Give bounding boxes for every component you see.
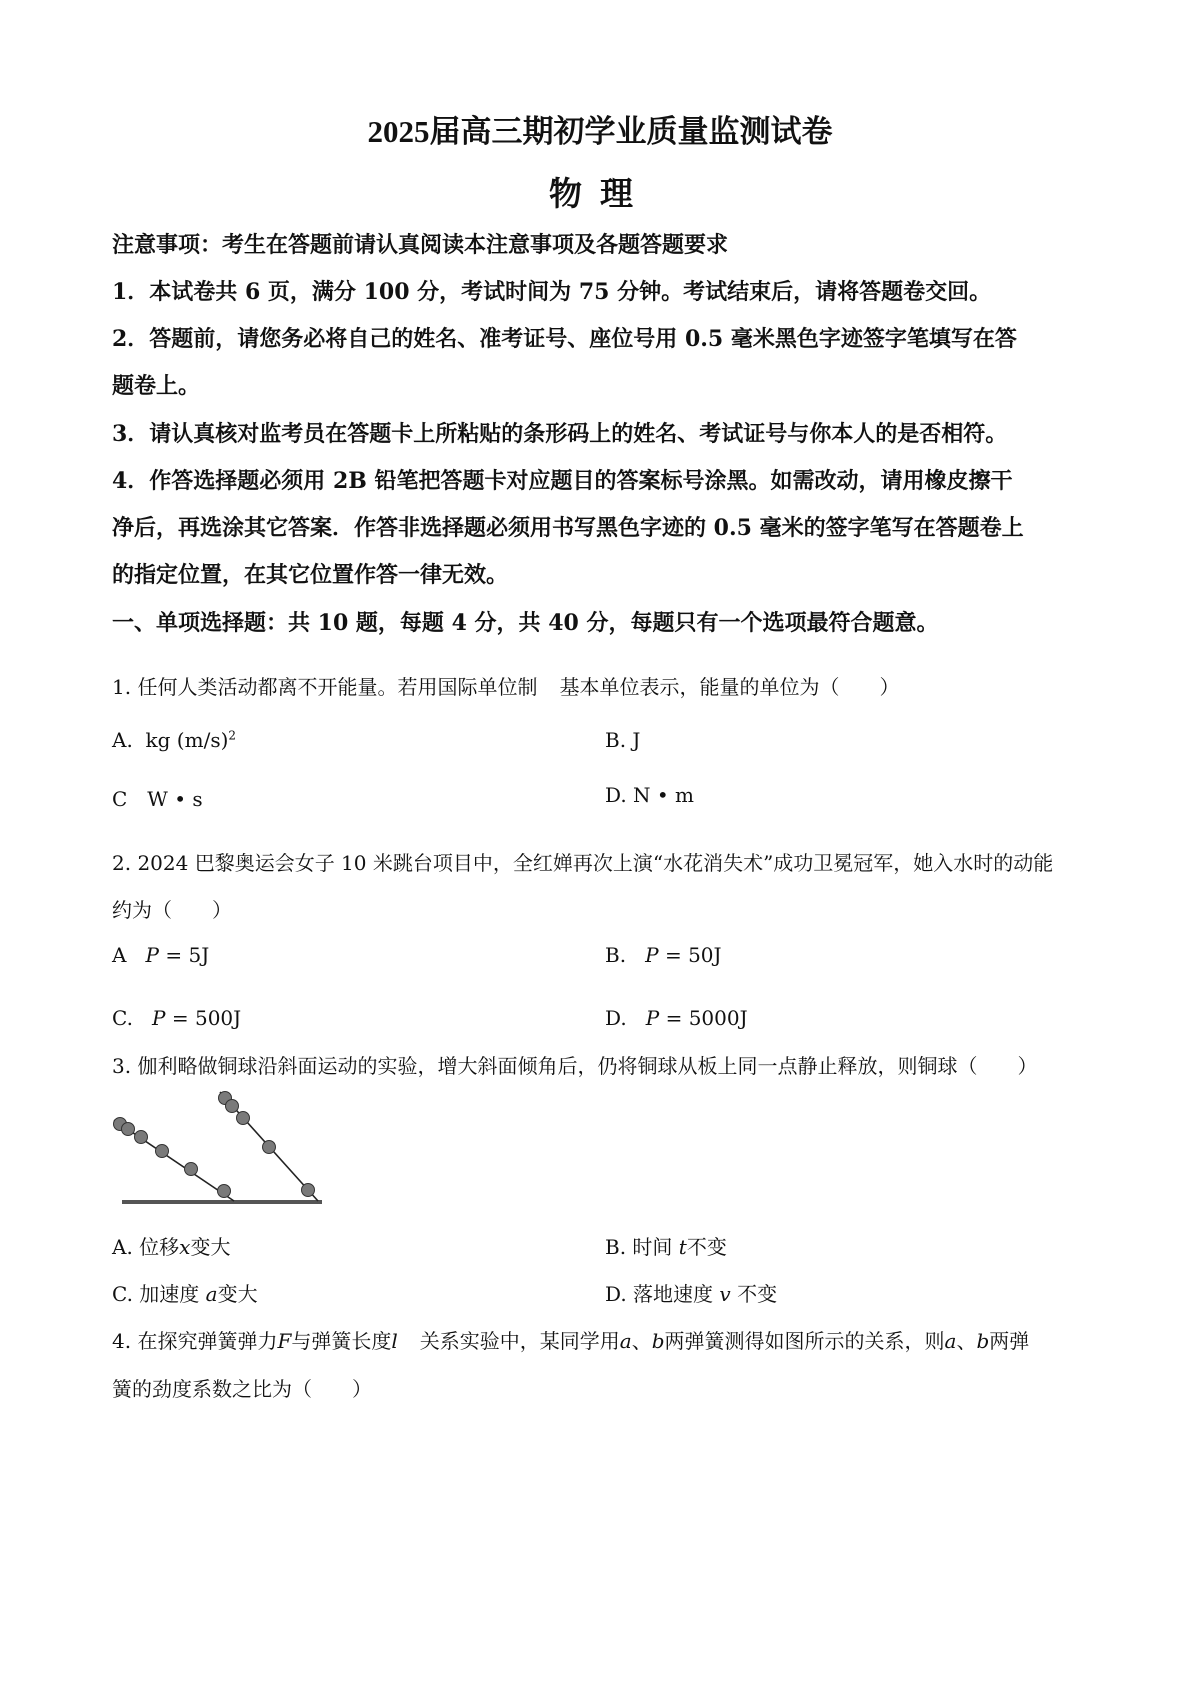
- notice-heading: 注意事项：考生在答题前请认真阅读本注意事项及各题答题要求: [112, 232, 729, 258]
- section-heading: 一、单项选择题：共 10 题，每题 4 分，共 40 分，每题只有一个选项最符合题意。: [112, 610, 939, 636]
- q2-option-a: A P = 5J: [112, 943, 210, 967]
- notice-item-1: 1．本试卷共 6 页，满分 100 分，考试时间为 75 分钟。考试结束后，请将答题卷交回。: [112, 279, 992, 305]
- ball: [237, 1112, 250, 1125]
- exam-title: 2025届高三期初学业质量监测试卷: [367, 114, 833, 149]
- q3-option-a: A. 位移x变大: [112, 1235, 231, 1259]
- notice-item-2-cont: 题卷上。: [112, 373, 201, 399]
- ground-line: [122, 1200, 322, 1204]
- q2-option-c: C. P = 500J: [112, 1006, 242, 1030]
- ball: [135, 1131, 148, 1144]
- ball: [185, 1163, 198, 1176]
- notice-item-4-cont-1: 净后，再选涂其它答案．作答非选择题必须用书写黑色字迹的 0.5 毫米的签字笔写在答题卷上: [112, 515, 1024, 541]
- notice-item-2: 2．答题前，请您务必将自己的姓名、准考证号、座位号用 0.5 毫米黑色字迹签字笔填写在答: [112, 326, 1017, 352]
- ball: [302, 1184, 315, 1197]
- q2-stem-line2: 约为（ ）: [112, 898, 232, 922]
- q1-stem-part1: 1. 任何人类活动都离不开能量。若用国际单位制: [112, 675, 538, 699]
- q3-option-d: D. 落地速度 v 不变: [605, 1282, 778, 1306]
- q1-option-b: B. J: [605, 728, 641, 752]
- q4-stem-line1: 4. 在探究弹簧弹力F与弹簧长度l 关系实验中，某同学用a、b两弹簧测得如图所示的关系，则a、b两弹: [112, 1329, 1030, 1353]
- q4-stem-line2: 簧的劲度系数之比为（ ）: [112, 1377, 372, 1401]
- q1-option-c: C W • s: [112, 787, 203, 811]
- ball: [226, 1100, 239, 1113]
- ball: [122, 1123, 135, 1136]
- notice-item-3: 3．请认真核对监考员在答题卡上所粘贴的条形码上的姓名、考试证号与你本人的是否相符。: [112, 421, 1008, 447]
- subject-title: 物理: [549, 177, 651, 213]
- notice-item-4: 4．作答选择题必须用 2B 铅笔把答题卡对应题目的答案标号涂黑。如需改动，请用橡皮擦干: [112, 468, 1013, 494]
- ball: [156, 1145, 169, 1158]
- ball: [218, 1185, 231, 1198]
- q1-option-a: A. kg $(m/s)^2$: [112, 728, 237, 752]
- q3-option-c: C. 加速度 a变大: [112, 1282, 258, 1306]
- q2-option-b: B. P = 50J: [605, 943, 722, 967]
- balls-low-incline: [114, 1118, 231, 1198]
- q2-stem-line1: 2. 2024 巴黎奥运会女子 10 米跳台项目中，全红婵再次上演“水花消失术”成功卫冕冠军，她入水时的动能: [112, 851, 1054, 875]
- q1-option-d: D. N • m: [605, 783, 695, 807]
- q3-option-b: B. 时间 t不变: [605, 1235, 727, 1259]
- q1-stem: [112, 671, 899, 700]
- notice-item-4-cont-2: 的指定位置，在其它位置作答一律无效。: [112, 562, 509, 588]
- inclined-plane-figure: [108, 1090, 328, 1210]
- q3-stem: 3. 伽利略做铜球沿斜面运动的实验，增大斜面倾角后，仍将铜球从板上同一点静止释放，则铜球（ ）: [112, 1054, 1038, 1078]
- ball: [263, 1141, 276, 1154]
- q1-stem-part2: 基本单位表示，能量的单位为（ ）: [559, 675, 900, 699]
- q2-option-d: D. P = 5000J: [605, 1006, 748, 1030]
